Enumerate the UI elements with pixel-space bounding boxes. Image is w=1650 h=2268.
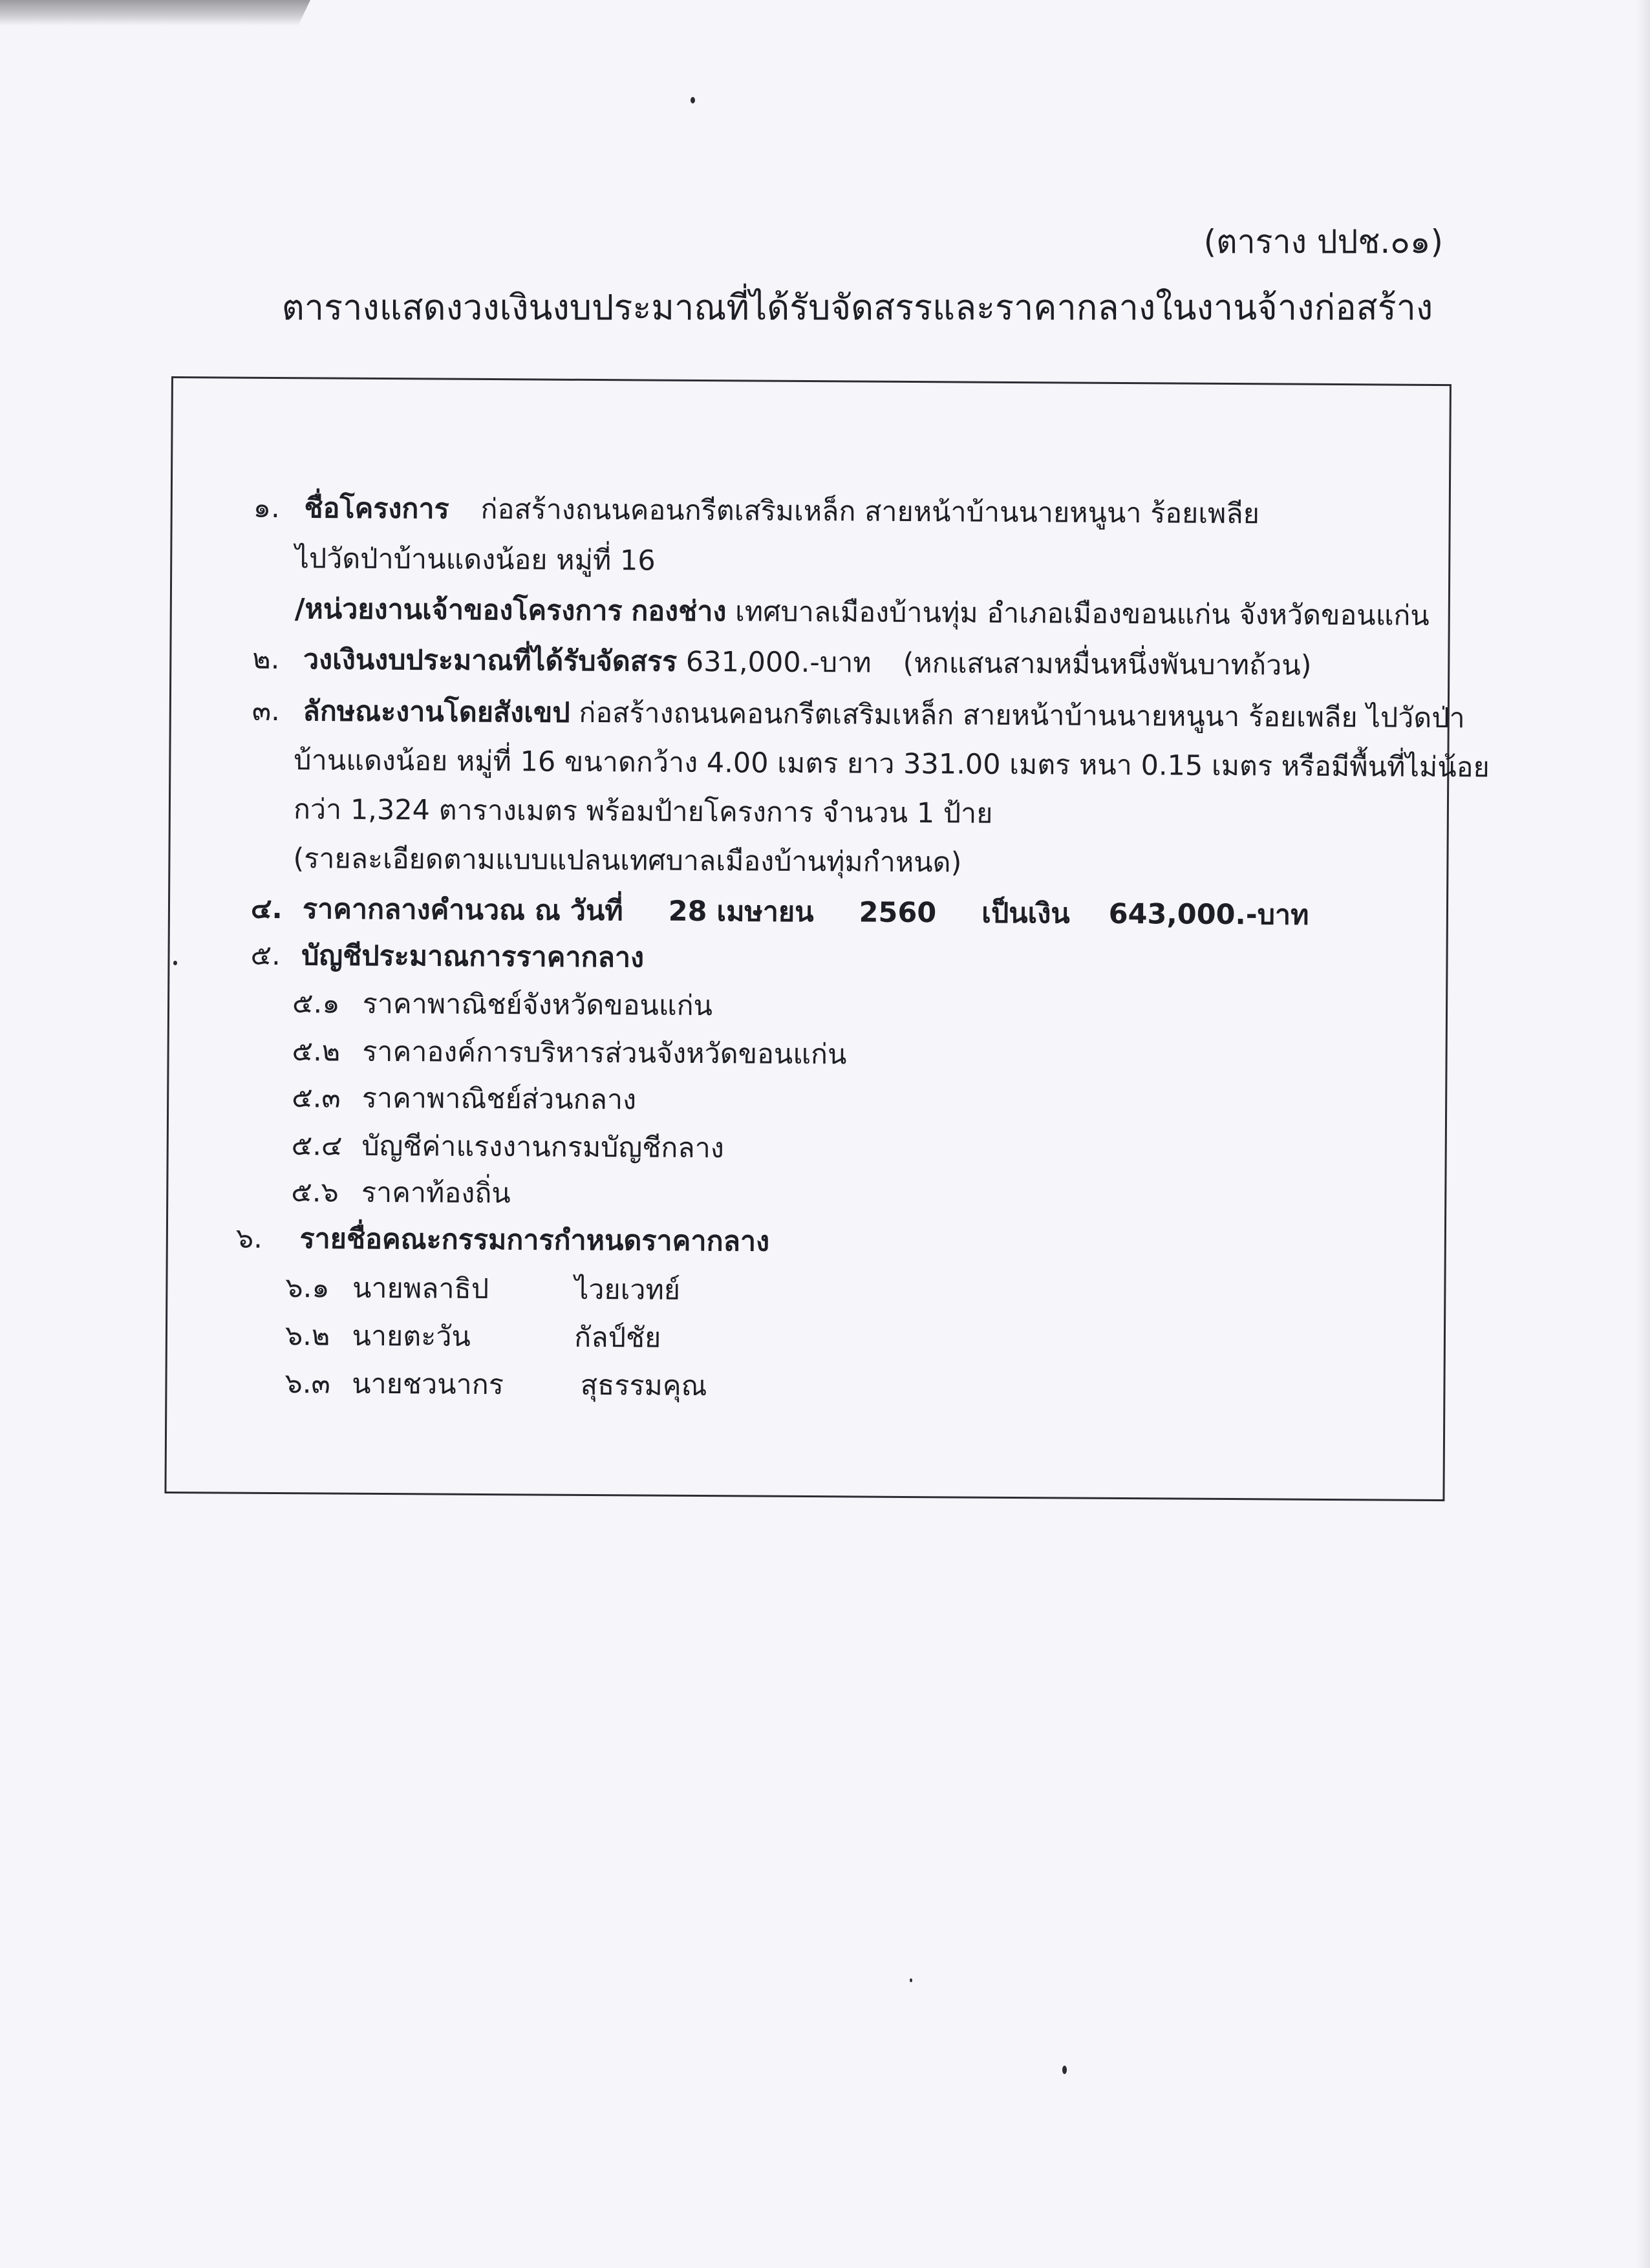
- item5-subitem-number: ๕.๖: [291, 1176, 339, 1209]
- item3-desc-line4: (รายละเอียดตามแบบแปลนเทศบาลเมืองบ้านทุ่มกำหนด): [293, 842, 962, 879]
- item3-line2: [294, 741, 1490, 787]
- item6-number: ๖.: [235, 1222, 262, 1255]
- item5-subitem-number: ๕.๒: [292, 1035, 341, 1068]
- item4-year: 2560: [859, 896, 937, 930]
- committee-member-last-name: สุธรรมคุณ: [580, 1369, 707, 1403]
- scan-speck: [910, 1978, 912, 1982]
- item1-project-name-line1: ก่อสร้างถนนคอนกรีตเสริมเหล็ก สายหน้าบ้านนายหนูนา ร้อยเพลีย: [480, 493, 1260, 531]
- item5-subitem-number: ๕.๑: [292, 987, 340, 1020]
- scan-speck: [1062, 2066, 1067, 2074]
- item3-desc-line1: ก่อสร้างถนนคอนกรีตเสริมเหล็ก สายหน้าบ้านนายหนูนา ร้อยเพลีย ไปวัดป่า: [579, 696, 1465, 735]
- item5-subitem: [291, 1173, 511, 1213]
- committee-member: [285, 1268, 680, 1310]
- item5-subitem: [292, 1032, 846, 1074]
- item3-desc-line3: กว่า 1,324 ตารางเมตร พร้อมป้ายโครงการ จำนวน 1 ป้าย: [293, 793, 993, 830]
- item5-subitem: [292, 1078, 636, 1119]
- item6-line: [236, 1219, 770, 1261]
- item5-subitem-number: ๕.๓: [292, 1082, 341, 1115]
- committee-member-last-name: กัลป์ชัย: [574, 1321, 661, 1354]
- item1-line1: [253, 489, 1259, 534]
- scan-shadow: [0, 0, 310, 26]
- item1-project-name-line2: ไปวัดป่าบ้านแดงน้อย หมู่ที่ 16: [295, 542, 656, 577]
- item2-amount-words: (หกแสนสามหมื่นหนึ่งพันบาทถ้วน): [903, 647, 1312, 682]
- committee-member-last-name: ไวยเวทย์: [574, 1273, 681, 1307]
- item5-number: ๕.: [250, 939, 281, 972]
- item1-number: ๑.: [253, 491, 280, 525]
- form-code: (ตาราง ปปช.๐๑): [1203, 223, 1443, 261]
- item4-date: 28 เมษายน: [668, 895, 814, 929]
- item5-subitem-text: ราคาองค์การบริหารส่วนจังหวัดขอนแก่น: [362, 1035, 847, 1071]
- item3-line3: [294, 790, 993, 833]
- item3-label: ลักษณะงานโดยสังเขป: [303, 695, 570, 729]
- item3-number: ๓.: [252, 694, 281, 728]
- item5-subitem: [292, 1126, 725, 1168]
- scan-speck: [691, 97, 695, 103]
- item2-line: [252, 640, 1312, 685]
- item3-desc-line2: บ้านแดงน้อย หมู่ที่ 16 ขนาดกว้าง 4.00 เมตร ยาว 331.00 เมตร หนา 0.15 เมตร หรือมีพื้นที่ไม่น้อย: [294, 744, 1490, 784]
- item6-label: รายชื่อคณะกรรมการกำหนดราคากลาง: [299, 1223, 770, 1258]
- item2-label: วงเงินงบประมาณที่ได้รับจัดสรร: [303, 643, 678, 678]
- scan-edge: [1636, 0, 1650, 2268]
- item5-subitem: [292, 984, 712, 1025]
- item5-subitem-text: บัญชีค่าแรงงานกรมบัญชีกลาง: [361, 1129, 725, 1165]
- item5-subitem-text: ราคาพาณิชย์ส่วนกลาง: [361, 1082, 637, 1117]
- item4-label: ราคากลางคำนวณ ณ วันที่: [302, 893, 623, 928]
- document-title: ตารางแสดงวงเงินงบประมาณที่ได้รับจัดสรรและราคากลางในงานจ้างก่อสร้าง: [281, 287, 1433, 328]
- item3-line1: [252, 692, 1465, 738]
- content-box: [164, 376, 1490, 1501]
- committee-member-first-name: นายตะวัน: [352, 1320, 471, 1353]
- committee-member: [284, 1364, 707, 1406]
- item1-owner-label: /หน่วยงานเจ้าของโครงการ: [294, 593, 623, 628]
- item4-line: [251, 890, 1309, 935]
- committee-member-first-name: นายพลาธิป: [352, 1272, 489, 1306]
- item4-number: ๔.: [250, 892, 283, 926]
- committee-member: [285, 1316, 661, 1358]
- item1-owner-division: กองช่าง: [631, 595, 727, 628]
- item5-subitem-text: ราคาพาณิชย์จังหวัดขอนแก่น: [362, 987, 713, 1023]
- committee-member-number: ๖.๒: [284, 1320, 330, 1353]
- item5-label: บัญชีประมาณการราคากลาง: [301, 939, 645, 974]
- item2-number: ๒.: [252, 643, 280, 676]
- item1-owner-org: เทศบาลเมืองบ้านทุ่ม อำเภอเมืองขอนแก่น จังหวัดขอนแก่น: [734, 595, 1430, 632]
- item4-amount-label: เป็นเงิน: [981, 897, 1070, 930]
- item4-amount: 643,000.-บาท: [1108, 897, 1309, 932]
- item5-subitem-number: ๕.๔: [291, 1129, 343, 1162]
- item3-line4: [293, 839, 961, 882]
- item1-line2: [295, 539, 656, 580]
- item5-line: [250, 936, 644, 978]
- committee-member-number: ๖.๑: [285, 1272, 330, 1305]
- item2-amount: 631,000.-บาท: [685, 645, 872, 679]
- committee-member-first-name: นายชวนากร: [352, 1367, 504, 1402]
- committee-member-number: ๖.๓: [284, 1367, 330, 1400]
- item1-line3: [295, 590, 1430, 636]
- item5-subitem-text: ราคาท้องถิ่น: [361, 1176, 511, 1210]
- item1-label: ชื่อโครงการ: [304, 492, 449, 526]
